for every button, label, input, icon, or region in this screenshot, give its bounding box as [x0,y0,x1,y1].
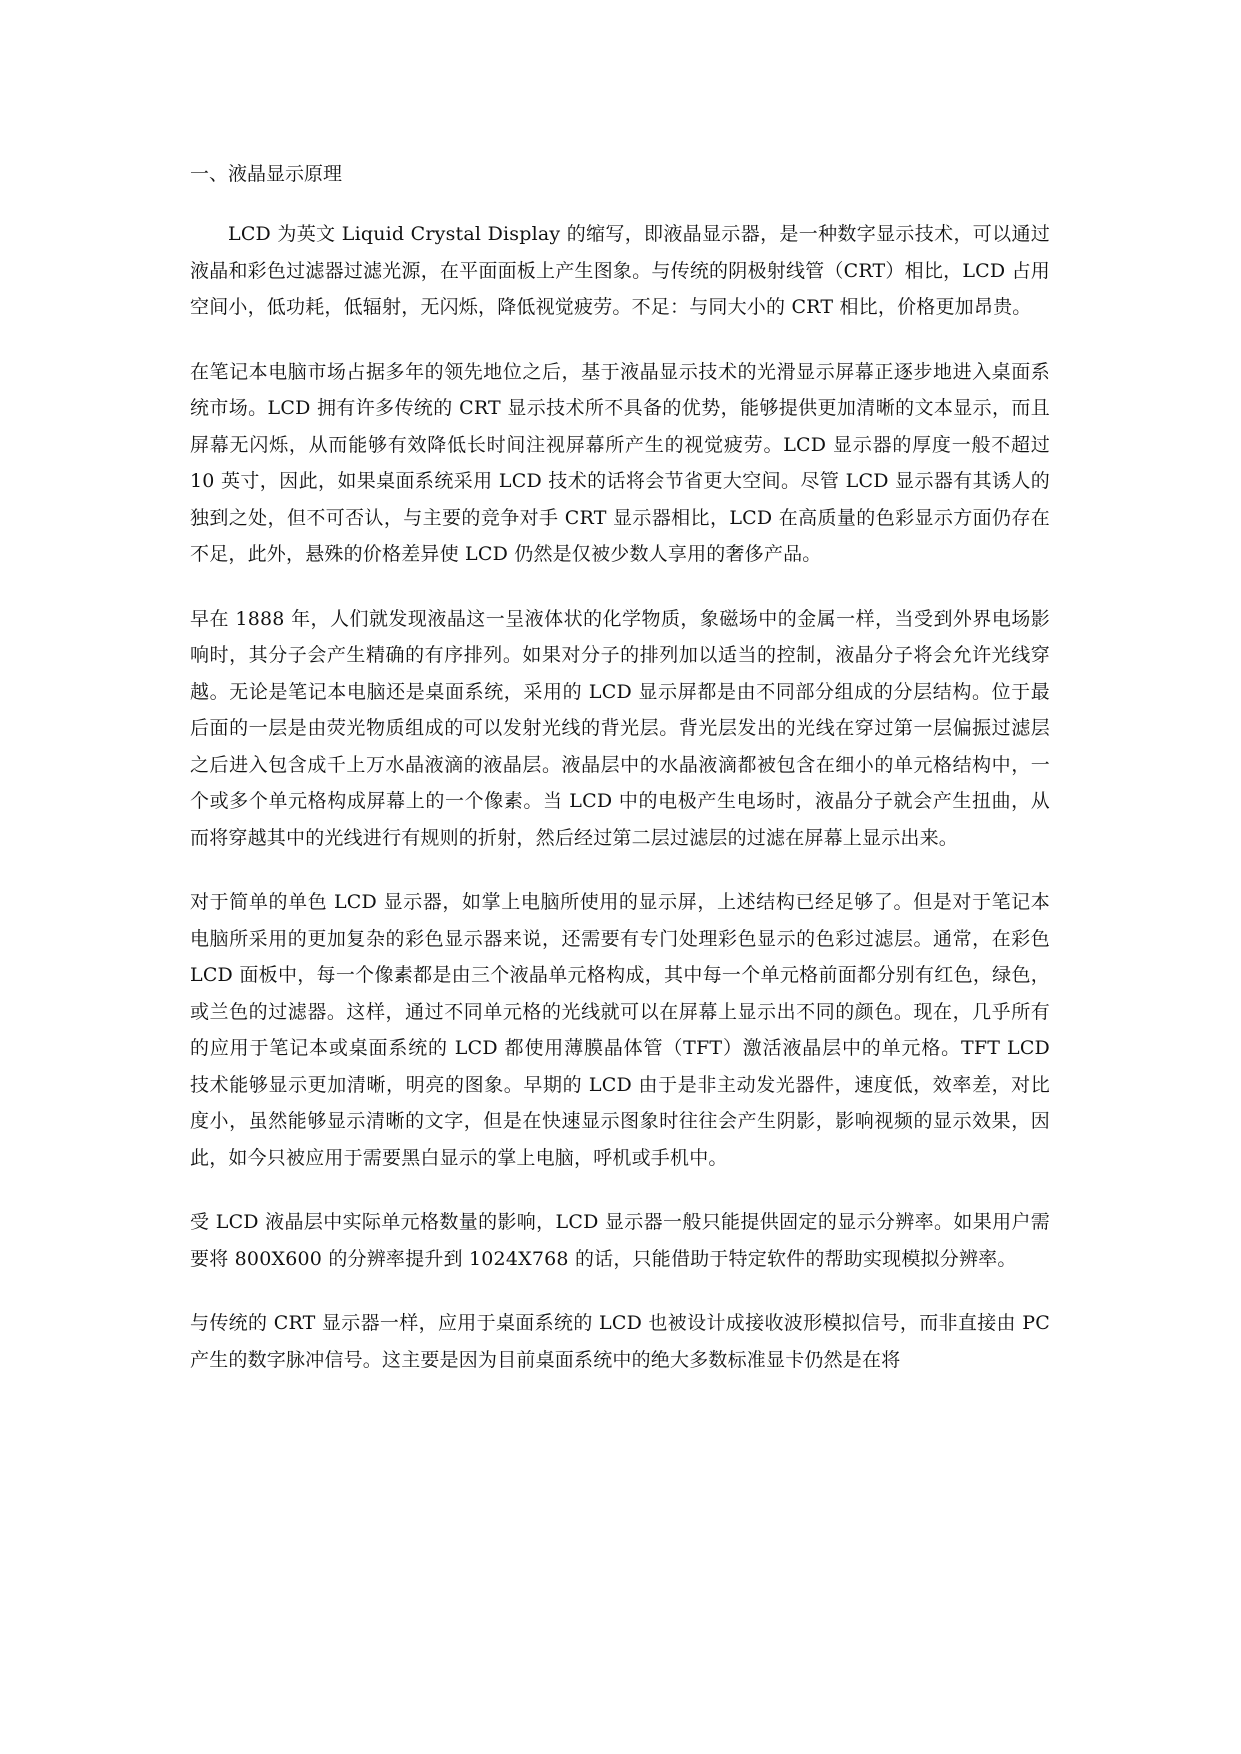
paragraph-resolution: 受 LCD 液晶层中实际单元格数量的影响，LCD 显示器一般只能提供固定的显示分辨率。如果用户需要将 800X600 的分辨率提升到 1024X768 的话，只能借助于特定软件的帮助实现模拟分辨率。 [190,1211,1050,1270]
paragraph-lcd-structure: 早在 1888 年，人们就发现液晶这一呈液体状的化学物质，象磁场中的金属一样，当受到外界电场影响时，其分子会产生精确的有序排列。如果对分子的排列加以适当的控制，液晶分子将会允许光线穿越。无论是笔记本电脑还是桌面系统，采用的 LCD 显示屏都是由不同部分组成的分层结构。位于最后面的一层是由荧光物质组成的可以发射光线的背光层。背光层发出的光线在穿过第一层偏振过滤层之后进入包含成千上万水晶液滴的液晶层。液晶层中的水晶液滴都被包含在细小的单元格结构中，一个或多个单元格构成屏幕上的一个像素。当 LCD 中的电极产生电场时，液晶分子就会产生扭曲，从而将穿越其中的光线进行有规则的折射，然后经过第二层过滤层的过滤在屏幕上显示出来。 [190,607,1050,849]
paragraph-color-lcd: 对于简单的单色 LCD 显示器，如掌上电脑所使用的显示屏，上述结构已经足够了。但是对于笔记本电脑所采用的更加复杂的彩色显示器来说，还需要有专门处理彩色显示的色彩过滤层。通常，在彩色 LCD 面板中，每一个像素都是由三个液晶单元格构成，其中每一个单元格前面都分别有红色，绿色，或兰色的过滤器。这样，通过不同单元格的光线就可以在屏幕上显示出不同的颜色。现在，几乎所有的应用于笔记本或桌面系统的 LCD 都使用薄膜晶体管（TFT）激活液晶层中的单元格。TFT LCD 技术能够显示更加清晰，明亮的图象。早期的 LCD 由于是非主动发光器件，速度低，效率差，对比度小，虽然能够显示清晰的文字，但是在快速显示图象时往往会产生阴影，影响视频的显示效果，因此，如今只被应用于需要黑白显示的掌上电脑，呼机或手机中。 [190,891,1050,1169]
section-heading: 一、液晶显示原理 [190,163,343,185]
paragraph-analog-signal: 与传统的 CRT 显示器一样，应用于桌面系统的 LCD 也被设计成接收波形模拟信号，而非直接由 PC 产生的数字脉冲信号。这主要是因为目前桌面系统中的绝大多数标准显卡仍然是在将 [190,1312,1050,1371]
paragraph-lcd-definition: LCD 为英文 Liquid Crystal Display 的缩写，即液晶显示器，是一种数字显示技术，可以通过液晶和彩色过滤器过滤光源，在平面面板上产生图象。与传统的阴极射线管（CRT）相比，LCD 占用空间小，低功耗，低辐射，无闪烁，降低视觉疲劳。不足：与同大小的 CRT 相比，价格更加昂贵。 [190,223,1050,318]
document-body [190,156,1050,1406]
paragraph-lcd-market: 在笔记本电脑市场占据多年的领先地位之后，基于液晶显示技术的光滑显示屏幕正逐步地进入桌面系统市场。LCD 拥有许多传统的 CRT 显示技术所不具备的优势，能够提供更加清晰的文本显示，而且屏幕无闪烁，从而能够有效降低长时间注视屏幕所产生的视觉疲劳。LCD 显示器的厚度一般不超过 10 英寸，因此，如果桌面系统采用 LCD 技术的话将会节省更大空间。尽管 LCD 显示器有其诱人的独到之处，但不可否认，与主要的竞争对手 CRT 显示器相比，LCD 在高质量的色彩显示方面仍存在不足，此外，悬殊的价格差异使 LCD 仍然是仅被少数人享用的奢侈产品。 [190,360,1050,565]
